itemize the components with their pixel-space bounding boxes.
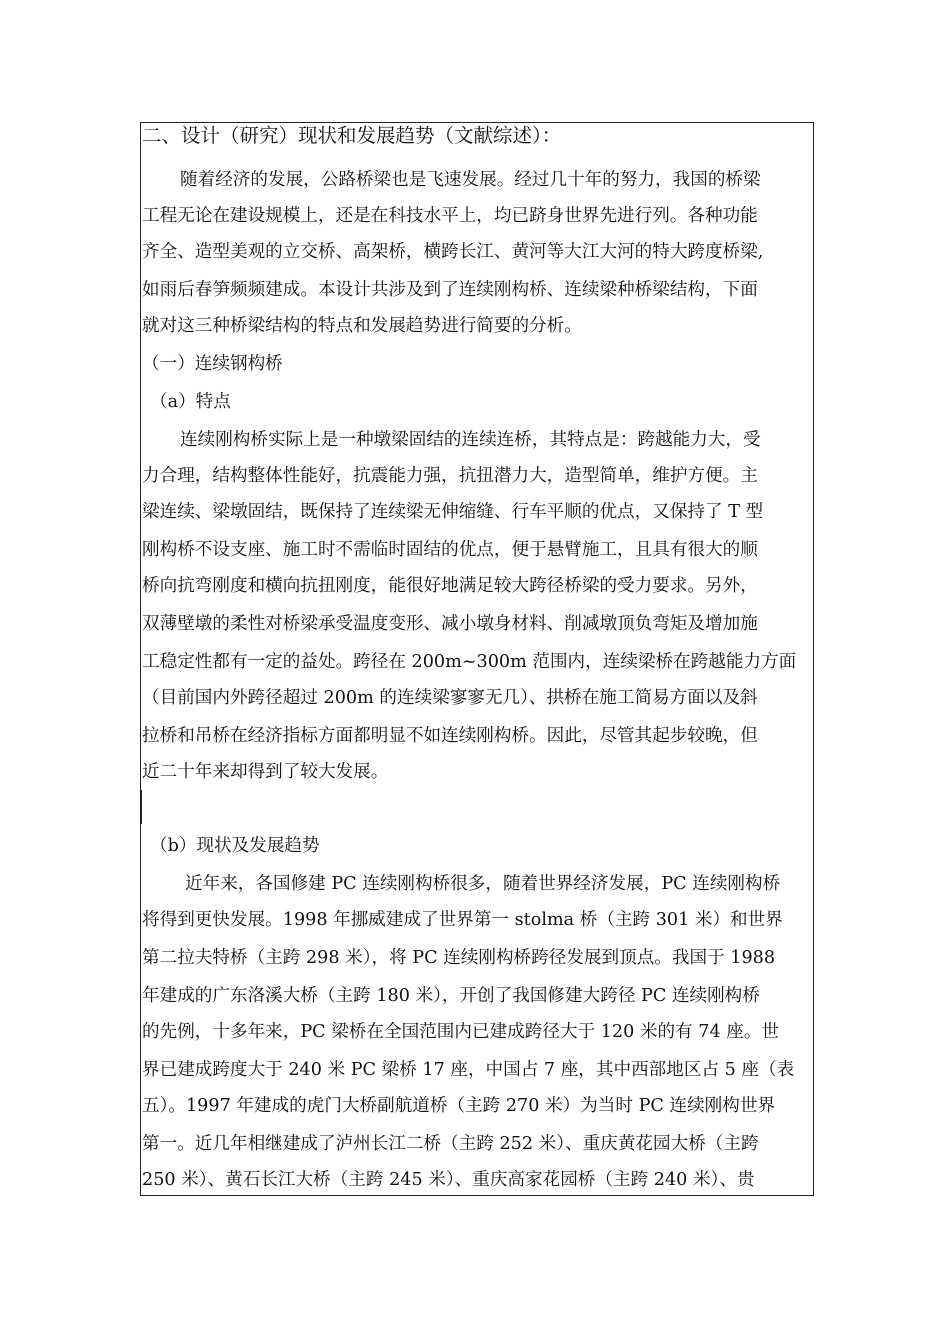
para2-line: 近二十年来却得到了较大发展。	[142, 762, 389, 782]
para3-line: 第一。近几年相继建成了泸州长江二桥（主跨 252 米）、重庆黄花园大桥（主跨	[142, 1134, 759, 1154]
para2-line: 连续刚构桥实际上是一种墩梁固结的连续连桥，其特点是：跨越能力大，受	[180, 430, 761, 450]
para2-line: 刚构桥不设支座、施工时不需临时固结的优点，便于悬臂施工，且具有很大的顺	[142, 540, 758, 560]
para2-line: 双薄壁墩的柔性对桥梁承受温度变形、减小墩身材料、削减墩顶负弯矩及增加施	[142, 614, 758, 634]
para3-line: 年建成的广东洛溪大桥（主跨 180 米），开创了我国修建大跨径 PC 连续刚构桥	[142, 986, 760, 1006]
para3-line: 250 米）、黄石长江大桥（主跨 245 米）、重庆高家花园桥（主跨 240 米）、贵	[142, 1170, 755, 1190]
para2-line: 力合理，结构整体性能好，抗震能力强，抗扭潜力大，造型简单，维护方便。主	[142, 466, 758, 486]
para1-line: 齐全、造型美观的立交桥、高架桥，横跨长江、黄河等大江大河的特大跨度桥梁,	[142, 242, 764, 262]
subheading-status-trends: （b）现状及发展趋势	[150, 836, 320, 856]
para1-line: 就对这三种桥梁结构的特点和发展趋势进行简要的分析。	[142, 316, 582, 336]
para2-line: 桥向抗弯刚度和横向抗扭刚度，能很好地满足较大跨径桥梁的受力要求。另外，	[142, 576, 758, 596]
para3-line: 五）。1997 年建成的虎门大桥副航道桥（主跨 270 米）为当时 PC 连续刚构世界	[142, 1096, 776, 1116]
para3-line: 近年来，各国修建 PC 连续刚构桥很多，随着世界经济发展，PC 连续刚构桥	[185, 874, 781, 894]
para2-line: 梁连续、梁墩固结，既保持了连续梁无伸缩缝、行车平顺的优点，又保持了 T 型	[142, 502, 764, 522]
subheading-continuous-rigid-frame: （一）连续钢构桥	[142, 354, 283, 374]
para3-line: 界已建成跨度大于 240 米 PC 梁桥 17 座，中国占 7 座，其中西部地区占 5 座（表	[142, 1060, 795, 1080]
para1-line: 如雨后春笋频频建成。本设计共涉及到了连续刚构桥、连续梁种桥梁结构，下面	[142, 280, 758, 300]
section-heading: 二、设计（研究）现状和发展趋势（文献综述）：	[142, 124, 562, 147]
subheading-features: （a）特点	[150, 392, 231, 412]
para2-line: 拉桥和吊桥在经济指标方面都明显不如连续刚构桥。因此，尽管其起步较晚，但	[142, 726, 758, 746]
para3-line: 第二拉夫特桥（主跨 298 米），将 PC 连续刚构桥跨径发展到顶点。我国于 1988	[142, 948, 776, 968]
para1-line: 工程无论在建设规模上，还是在科技水平上，均已跻身世界先进行列。各种功能	[142, 206, 758, 226]
left-border-mark	[140, 790, 142, 824]
para3-line: 的先例，十多年来，PC 梁桥在全国范围内已建成跨径大于 120 米的有 74 座。世	[142, 1022, 780, 1042]
para2-line: 工稳定性都有一定的益处。跨径在 200m~300m 范围内，连续梁桥在跨越能力方面	[142, 652, 797, 672]
para3-line: 将得到更快发展。1998 年挪威建成了世界第一 stolma 桥（主跨 301 米）和世界	[142, 910, 783, 930]
para2-line: （目前国内外跨径超过 200m 的连续梁寥寥无几）、拱桥在施工简易方面以及斜	[142, 688, 758, 708]
para1-line: 随着经济的发展，公路桥梁也是飞速发展。经过几十年的努力，我国的桥梁	[180, 170, 761, 190]
